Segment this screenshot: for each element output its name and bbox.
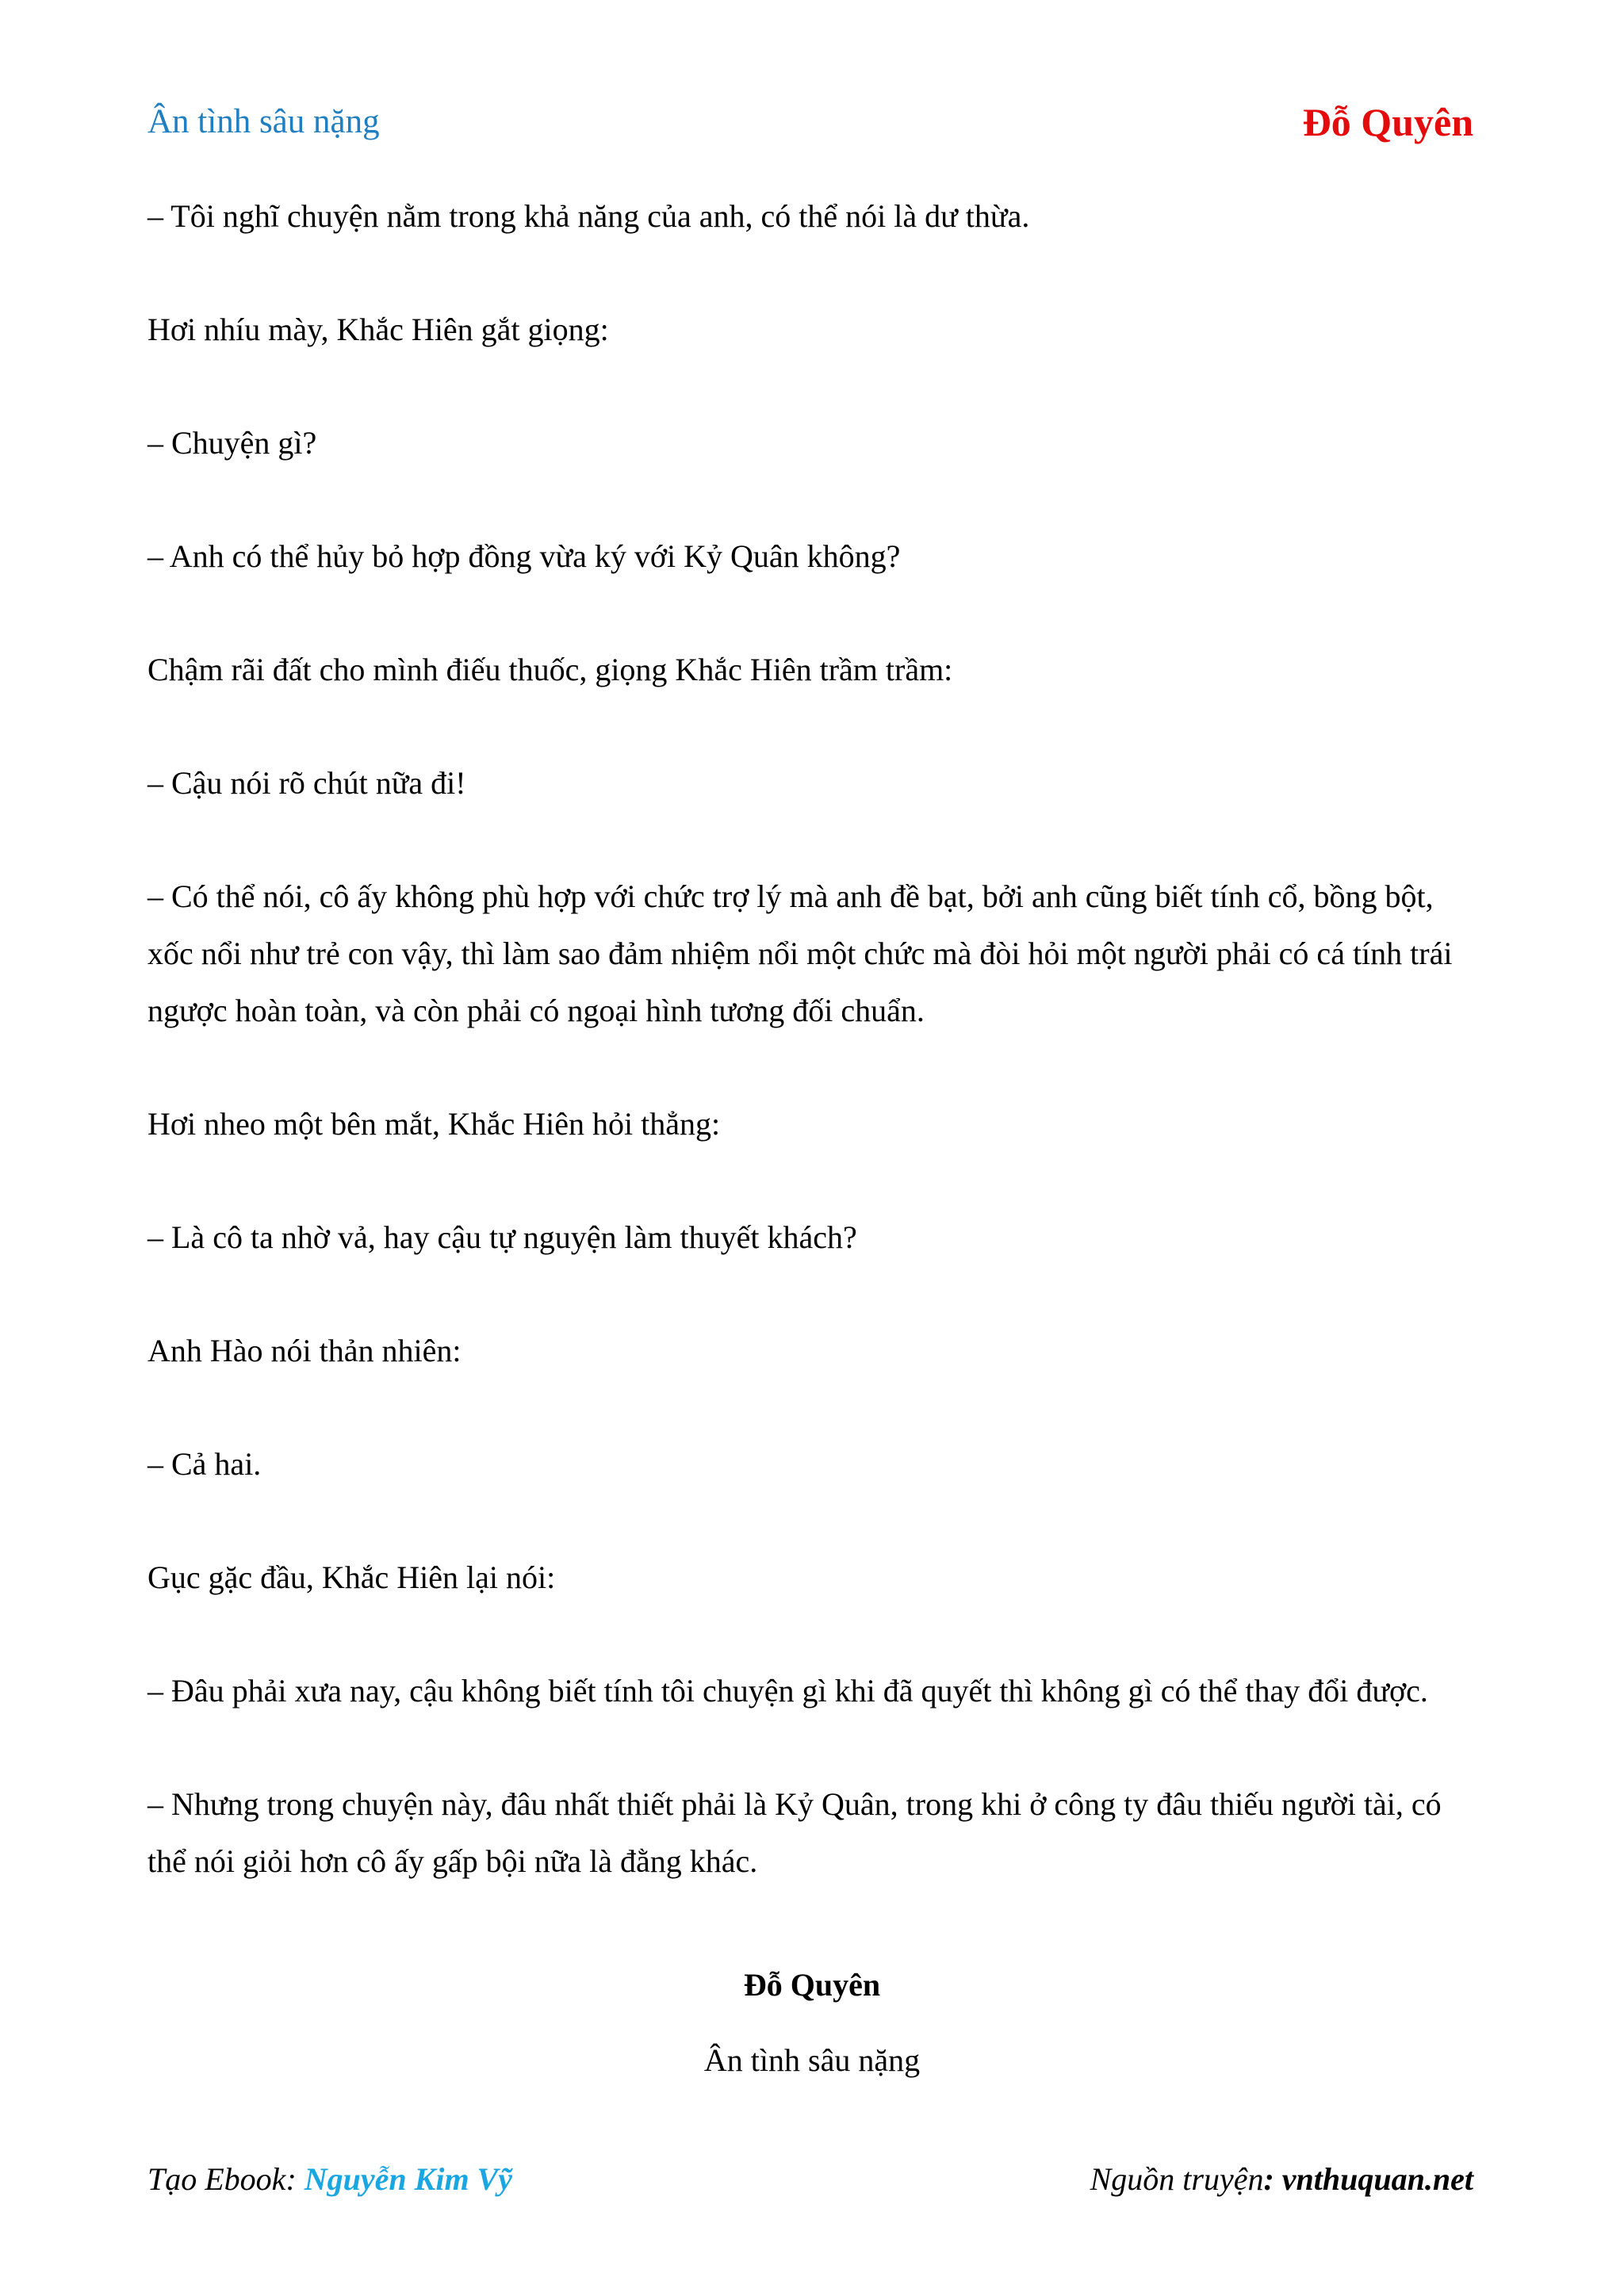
- footer-ebook-creator: Nguyễn Kim Vỹ: [304, 2161, 512, 2197]
- paragraph: – Đâu phải xưa nay, cậu không biết tính tôi chuyện gì khi đã quyết thì không gì có thể thay đổi được.: [147, 1673, 1428, 1709]
- footer-ebook-credit: [147, 2160, 512, 2198]
- footer-source-label: Nguồn truyện: [1090, 2161, 1264, 2197]
- paragraph: – Cả hai.: [147, 1446, 262, 1482]
- footer-ebook-label: Tạo Ebook: [147, 2161, 286, 2197]
- paragraph: Hơi nheo một bên mắt, Khắc Hiên hỏi thẳng:: [147, 1106, 721, 1142]
- paragraph: Anh Hào nói thản nhiên:: [147, 1333, 462, 1368]
- header-author: Đỗ Quyên: [1302, 100, 1473, 144]
- footer-source-credit: [1090, 2160, 1473, 2198]
- closing-title: Ân tình sâu nặng: [703, 2042, 921, 2078]
- closing-author: Đỗ Quyên: [743, 1967, 881, 2003]
- story-body: [147, 188, 1477, 1890]
- footer-source-site: vnthuquan.net: [1281, 2161, 1473, 2197]
- paragraph: – Có thể nói, cô ấy không phù hợp với chức trợ lý mà anh đề bạt, bởi anh cũng biết tính cổ, bồng bột, xốc nổi như trẻ con vậy, thì làm sao đảm nhiệm nổi một chức mà đòi hỏi một người phải có cá tính trái ngược hoàn toàn, và còn phải có ngoại hình tương đối chuẩn.: [147, 878, 1453, 1028]
- paragraph: – Tôi nghĩ chuyện nằm trong khả năng của anh, có thể nói là dư thừa.: [147, 198, 1030, 234]
- footer-source-separator: :: [1263, 2161, 1282, 2197]
- footer-ebook-separator: :: [285, 2161, 304, 2197]
- paragraph: – Anh có thể hủy bỏ hợp đồng vừa ký với Kỷ Quân không?: [147, 538, 901, 574]
- paragraph: Hơi nhíu mày, Khắc Hiên gắt giọng:: [147, 312, 609, 347]
- paragraph: – Chuyện gì?: [147, 425, 317, 461]
- header-book-title: Ân tình sâu nặng: [147, 103, 380, 140]
- paragraph: Chậm rãi đất cho mình điếu thuốc, giọng Khắc Hiên trầm trầm:: [147, 652, 953, 687]
- paragraph: Gục gặc đầu, Khắc Hiên lại nói:: [147, 1559, 556, 1595]
- paragraph: – Là cô ta nhờ vả, hay cậu tự nguyện làm thuyết khách?: [147, 1219, 857, 1255]
- paragraph: – Nhưng trong chuyện này, đâu nhất thiết phải là Kỷ Quân, trong khi ở công ty đâu thiếu người tài, có thể nói giỏi hơn cô ấy gấp bội nữa là đằng khác.: [147, 1786, 1442, 1879]
- paragraph: – Cậu nói rõ chút nữa đi!: [147, 765, 466, 801]
